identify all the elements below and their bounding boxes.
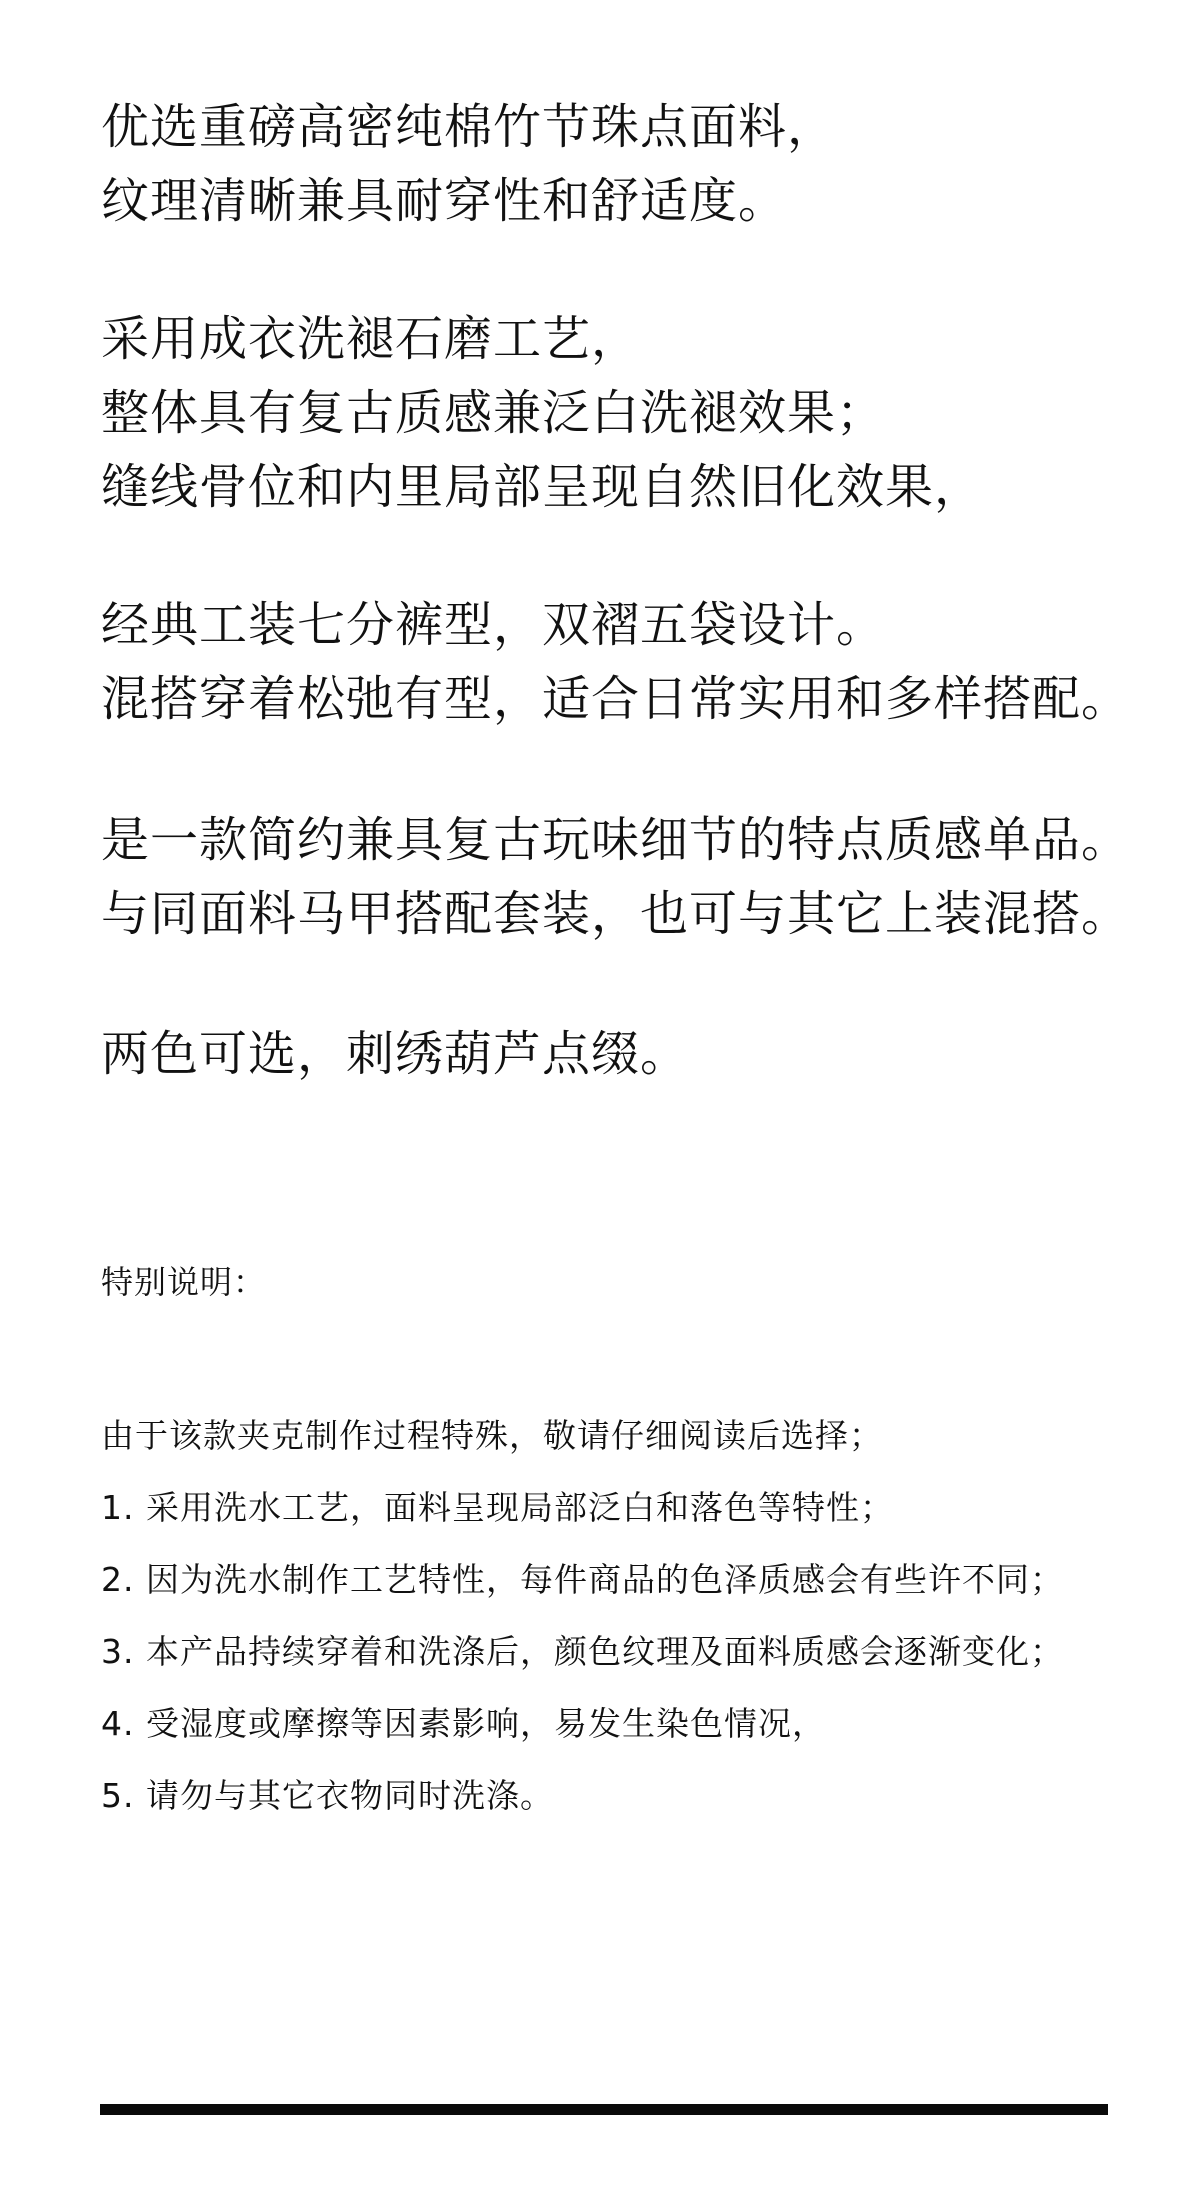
process-line-3: 缝线骨位和内里局部呈现自然旧化效果， [101,459,984,515]
process-paragraph [101,302,1160,524]
note-intro: 由于该款夹克制作过程特殊，敬请仔细阅读后选择； [101,1416,883,1455]
color-line-1: 两色可选，刺绣葫芦点缀。 [101,1026,690,1082]
special-notes-title: 特别说明： [101,1263,267,1301]
fabric-paragraph [101,90,1160,238]
color-paragraph [101,1017,1160,1091]
fit-paragraph [101,588,1160,736]
note-item-4: 4. 受湿度或摩擦等因素影响，易发生染色情况， [101,1704,826,1743]
style-line-2: 与同面料马甲搭配套装，也可与其它上装混搭。 [101,886,1131,942]
fabric-line-2: 纹理清晰兼具耐穿性和舒适度。 [101,173,788,229]
fabric-line-1: 优选重磅高密纯棉竹节珠点面料， [101,99,837,155]
process-line-2: 整体具有复古质感兼泛白洗褪效果； [101,385,886,441]
fit-line-1: 经典工装七分裤型，双褶五袋设计。 [101,597,886,653]
note-item-2: 2. 因为洗水制作工艺特性，每件商品的色泽质感会有些许不同； [101,1560,1064,1599]
fit-line-2: 混搭穿着松弛有型，适合日常实用和多样搭配。 [101,671,1131,727]
note-item-3: 3. 本产品持续穿着和洗涤后，颜色纹理及面料质感会逐渐变化； [101,1632,1064,1671]
style-line-1: 是一款简约兼具复古玩味细节的特点质感单品。 [101,812,1131,868]
note-item-1: 1. 采用洗水工艺，面料呈现局部泛白和落色等特性； [101,1488,894,1527]
note-item-5: 5. 请勿与其它衣物同时洗涤。 [101,1776,554,1815]
special-notes-list [101,1400,1064,1832]
process-line-1: 采用成衣洗褪石磨工艺， [101,311,641,367]
bottom-divider [100,2104,1108,2115]
style-paragraph [101,803,1160,951]
